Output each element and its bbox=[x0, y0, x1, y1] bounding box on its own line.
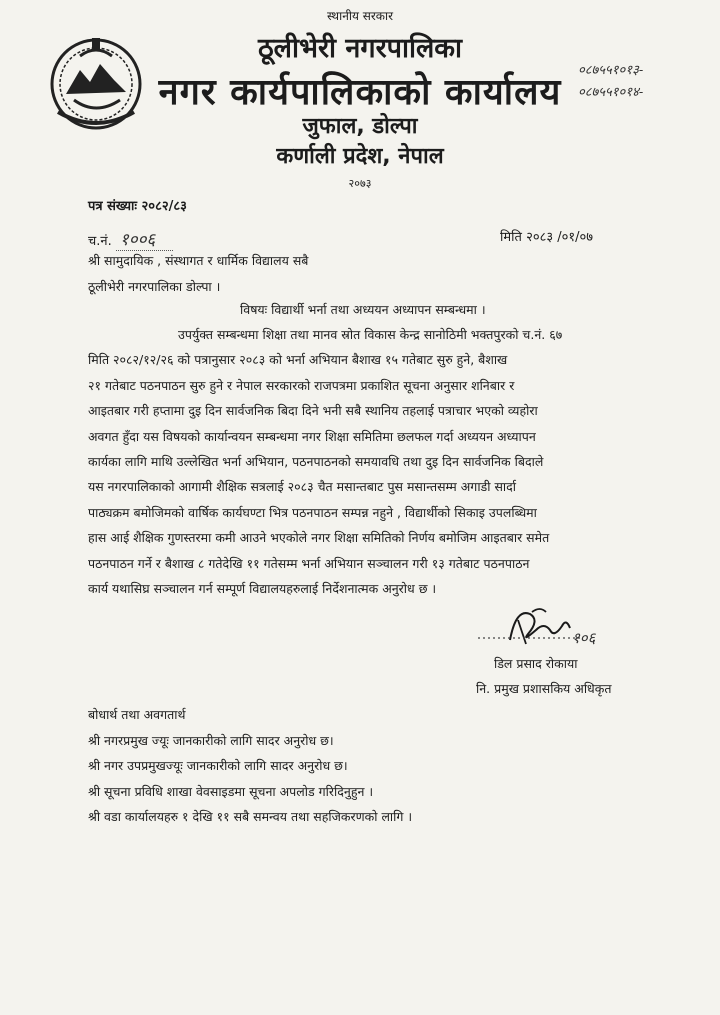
province-label: कर्णाली प्रदेश, नेपाल bbox=[276, 144, 444, 169]
letter-date bbox=[500, 227, 593, 245]
dispatch-number-label: च.नं. bbox=[88, 234, 112, 249]
body-line: हास आई शैक्षिक गुणस्तरमा कमी आउने भएकोले नगर शिक्षा समितिको निर्णय बमोजिम आइतबार समेत bbox=[88, 530, 550, 546]
body-line: आइतबार गरी हप्तामा दुइ दिन सार्वजनिक बिदा दिने भनी सबै स्थानिय तहलाई पत्राचार भएको व्यहोरा bbox=[88, 403, 538, 419]
dispatch-number bbox=[88, 227, 173, 250]
signatory-title: नि. प्रमुख प्रशासकिय अधिकृत bbox=[476, 681, 612, 696]
signature-date: १०६ bbox=[572, 629, 596, 647]
cc-item: श्री नगरप्रमुख ज्यूः जानकारीको लागि सादर अनुरोध छ। bbox=[88, 733, 334, 748]
recipient-line-2: ठूलीभेरी नगरपालिका डोल्पा । bbox=[88, 279, 221, 294]
body-line: २१ गतेबाट पठनपाठन सुरु हुने र नेपाल सरकारको राजपत्रमा प्रकाशित सूचना अनुसार शनिबार र bbox=[88, 377, 515, 393]
office-address: जुफाल, डोल्पा bbox=[302, 114, 418, 139]
phone-number-2: ०८७५५१०१४- bbox=[578, 85, 644, 100]
body-line: पाठ्यक्रम बमोजिमको वार्षिक कार्यघण्टा भित्र पठनपाठन सम्पन्न नहुने , विद्यार्थीको सिकाइ उपलब्धिमा bbox=[88, 504, 537, 520]
signatory-name: डिल प्रसाद रोकाया bbox=[494, 656, 578, 671]
letter-date-label: मिति bbox=[500, 230, 522, 245]
letter-subject: विषयः विद्यार्थी भर्ना तथा अध्ययन अध्यापन सम्बन्धमा । bbox=[240, 302, 486, 317]
local-govt-label: स्थानीय सरकार bbox=[327, 9, 393, 23]
letter-date-value: २०८३ /०१/०७ bbox=[526, 230, 594, 245]
letter-number-label: पत्र संख्याः bbox=[88, 199, 138, 214]
body-line: यस नगरपालिकाको आगामी शैक्षिक सत्रलाई २०८३ चैत मसान्तबाट पुस मसान्तसम्म अगाडी सार्दा bbox=[88, 479, 517, 495]
body-line: मिति २०८२/१२/२६ को पत्रानुसार २०८३ को भर्ना अभियान बैशाख १५ गतेबाट सुरु हुने, बैशाख bbox=[88, 352, 508, 368]
cc-item: श्री सूचना प्रविधि शाखा वेवसाइडमा सूचना अपलोड गरिदिनुहुन । bbox=[88, 783, 374, 799]
recipient-line-1: श्री सामुदायिक , संस्थागत र धार्मिक विद्यालय सबै bbox=[88, 253, 309, 268]
letter-number bbox=[88, 196, 187, 214]
cc-list bbox=[88, 728, 412, 830]
body-line: कार्य यथासिघ्र सञ्चालन गर्न सम्पूर्ण विद्यालयहरुलाई निर्देशनात्मक अनुरोध छ । bbox=[88, 581, 437, 597]
phone-number-1: ०८७५५१०१३- bbox=[578, 63, 644, 78]
cc-item: श्री वडा कार्यालयहरु १ देखि ११ सबै समन्वय तथा सहजिकरणको लागि । bbox=[88, 809, 413, 825]
body-line: कार्यका लागि माथि उल्लेखित भर्ना अभियान, पठनपाठनको समयावधि तथा दुइ दिन सार्वजनिक बिदाले bbox=[88, 454, 544, 470]
cc-item: श्री नगर उपप्रमुखज्यूः जानकारीको लागि सादर अनुरोध छ। bbox=[88, 758, 348, 774]
body-line: पठनपाठन गर्ने र बैशाख ८ गतेदेखि ११ गतेसम्म भर्ना अभियान सञ्चालन गरी १३ गतेबाट पठनपाठन bbox=[88, 555, 530, 571]
letter-number-value: २०८२/८३ bbox=[141, 199, 187, 214]
municipality-name: ठूलीभेरी नगरपालिका bbox=[258, 33, 462, 64]
cc-heading: बोधार्थ तथा अवगतार्थ bbox=[88, 707, 186, 722]
body-line: अवगत हुँदा यस विषयको कार्यान्वयन सम्बन्धमा नगर शिक्षा समितिमा छलफल गर्दा अध्ययन अध्यापन bbox=[88, 428, 536, 444]
dispatch-number-value: १००६ bbox=[116, 230, 173, 251]
office-name: नगर कार्यपालिकाको कार्यालय bbox=[158, 72, 562, 113]
body-line: उपर्युक्त सम्बन्धमा शिक्षा तथा मानव स्रोत विकास केन्द्र सानोठिमी भक्तपुरको च.नं. ६७ bbox=[178, 327, 563, 342]
established-year: २०७३ bbox=[348, 177, 372, 190]
letter-body bbox=[88, 322, 562, 601]
